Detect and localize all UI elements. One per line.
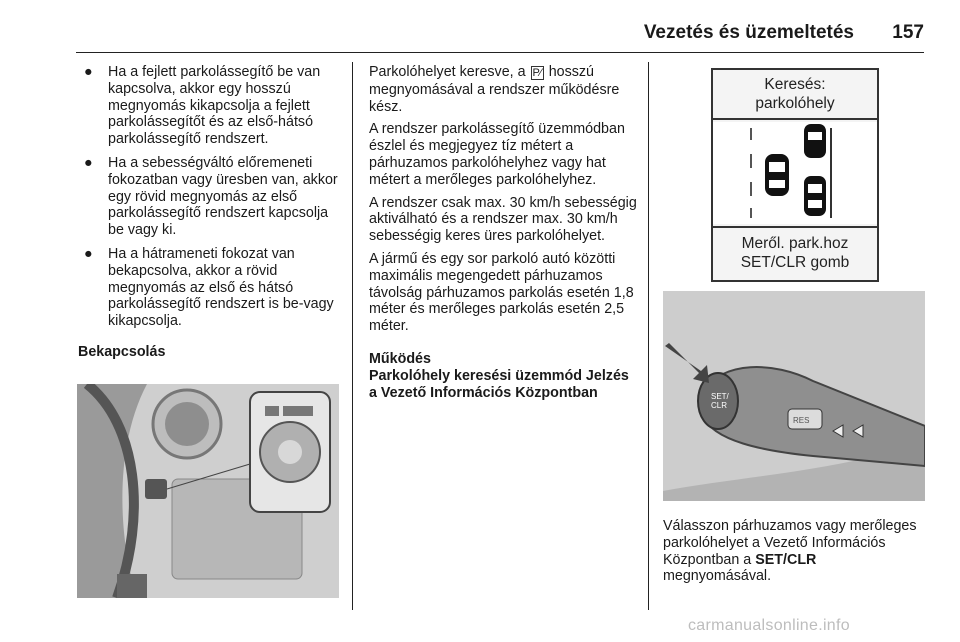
dashboard-photo <box>77 384 339 598</box>
section-subheading: Parkolóhely keresési üzemmód Jelzés a Vezető Információs Központban <box>369 367 629 401</box>
display-bottom-label: Meről. park.hoz SET/CLR gomb <box>713 226 877 280</box>
paragraph: Válasszon párhuzamos vagy merőleges parkolóhelyet a Vezető Információs Központban a SET/CLR megnyomásával. <box>663 518 917 585</box>
section-heading: Bekapcsolás <box>78 343 166 360</box>
display-top-label: Keresés: parkolóhely <box>713 70 877 120</box>
column-middle <box>369 64 639 407</box>
paragraph: Parkolóhelyet keresve, a P⁄ hosszú megnyomásával a rendszer működésre kész. <box>369 64 620 115</box>
column-left <box>78 64 344 367</box>
paragraph: A rendszer csak max. 30 km/h sebességig aktiválható és a rendszer max. 30 km/h sebességig keres üres parkolóhelyet. <box>369 194 637 245</box>
parking-cars-icon <box>713 122 873 222</box>
page-header <box>76 10 924 53</box>
wiper-stalk-illustration <box>663 291 925 501</box>
list-item: ● Ha a sebességváltó előremeneti fokozatban vagy üresben van, akkor egy rövid megnyomás az első parkolássegítő rendszert kapcsolja be vagy ki. <box>84 154 338 239</box>
page-title: Vezetés és üzemeltetés <box>643 22 854 43</box>
paragraph: A jármű és egy sor parkoló autó közötti maximális megengedett párhuzamos távolság párhuzamos parkolás esetén 1,8 méter és merőleges parkolás esetén 2,5 méter. <box>369 250 634 335</box>
watermark: carmanualsonline.info <box>688 617 850 634</box>
column-right-caption <box>663 518 925 591</box>
column-divider-left <box>352 62 353 610</box>
list-item: ● Ha a hátrameneti fokozat van bekapcsolva, akkor a rövid megnyomás az első és hátsó parkolássegítő rendszert is be-vagy kikapcsolja. <box>84 245 334 330</box>
dashboard-illustration <box>77 384 339 598</box>
paragraph: A rendszer parkolássegítő üzemmódban észlel és megjegyez tíz métert a párhuzamos parkolóhelyhez vagy hat métert a merőleges parkolóhelyhez. <box>369 121 625 188</box>
parking-assist-icon: P⁄ <box>532 67 542 79</box>
display-parking-graphic <box>713 122 877 224</box>
stalk-photo <box>663 291 925 501</box>
list-item: ● Ha a fejlett parkolássegítő be van kapcsolva, akkor egy hosszú megnyomás kikapcsolja a fejlett parkolássegítőt és az első-hátsó parkolássegítő rendszert. <box>84 64 321 148</box>
section-heading: Működés <box>369 350 431 367</box>
clr-label: CLR <box>711 401 728 410</box>
res-label: RES <box>793 416 810 425</box>
column-divider-right <box>648 62 649 610</box>
bullet-list <box>78 64 344 330</box>
driver-info-display <box>711 68 879 282</box>
set-label: SET/ <box>711 392 729 401</box>
page-number: 157 <box>892 22 924 43</box>
